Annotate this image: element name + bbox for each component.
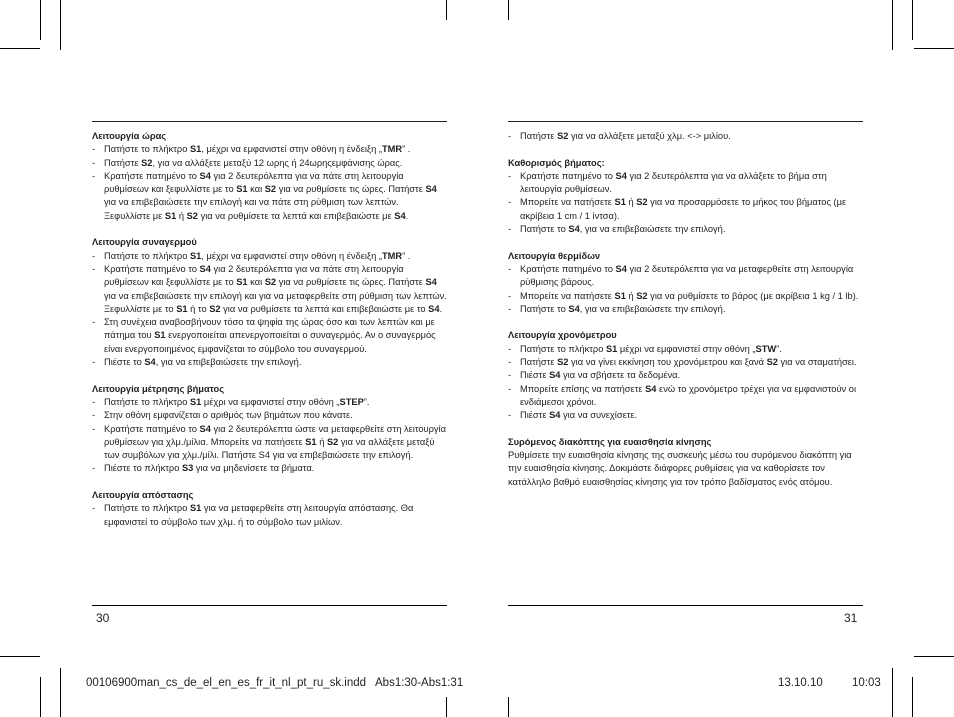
text-run: , για να αλλάξετε μεταξύ 12 ωρης ή 24ωρηςεμφάνισης ώρας. bbox=[152, 157, 403, 168]
key-label: S4 bbox=[568, 224, 580, 235]
bullet-dash: - bbox=[508, 170, 512, 181]
key-label: S3 bbox=[181, 463, 194, 474]
key-label: S2 bbox=[326, 436, 339, 447]
bullet-dash: - bbox=[508, 357, 512, 368]
text-run: Πατήστε bbox=[520, 131, 558, 141]
list-item bbox=[508, 196, 863, 223]
text-run: Πιέστε bbox=[520, 410, 550, 421]
text-run: Κρατήστε πατημένο το bbox=[104, 263, 200, 274]
text-run: ενώ το χρονόμετρο τρέχει για να εμφανιστούν οι ενδιάμεσοι χρόνοι. bbox=[520, 383, 857, 407]
list-item bbox=[508, 369, 863, 382]
crop-mark bbox=[60, 0, 61, 50]
crop-mark bbox=[446, 697, 447, 717]
text-run: για να αλλάξετε μεταξύ χλμ. <-> μιλίου. bbox=[568, 131, 731, 141]
list-item bbox=[508, 303, 863, 316]
left-page-content bbox=[92, 122, 447, 529]
list-item bbox=[92, 250, 447, 263]
list-item bbox=[92, 157, 447, 170]
list-item bbox=[92, 423, 447, 463]
bullet-dash: - bbox=[92, 144, 96, 155]
key-label: S1 bbox=[189, 396, 202, 407]
list-item bbox=[508, 409, 863, 422]
text-run: Πατήστε το πλήκτρο bbox=[104, 503, 190, 514]
text-run: για να ρυθμίσετε το βάρος (με ακρίβεια 1 kg / 1 lb). bbox=[647, 290, 859, 301]
bullet-dash: - bbox=[508, 224, 512, 235]
section-title: Λειτουργία θερμίδων bbox=[508, 250, 601, 261]
crop-mark bbox=[0, 48, 40, 49]
text-run: Πατήστε bbox=[520, 357, 558, 368]
text-run: Πατήστε το bbox=[520, 303, 569, 314]
list-item bbox=[508, 290, 863, 303]
text-run: Πιέστε το bbox=[104, 357, 145, 368]
bullet-dash: - bbox=[92, 396, 96, 407]
key-label: S4 bbox=[549, 370, 561, 381]
list-item bbox=[92, 396, 447, 409]
key-label: S2 bbox=[264, 184, 277, 195]
text-run: μέχρι να εμφανιστεί στην οθόνη „ bbox=[201, 396, 340, 407]
text-run: για να αλλάξετε μεταξύ των συμβόλων για χλμ./μίλι. Πατήστε S4 για να επιβεβαιώσετε την επιλογή. bbox=[104, 436, 435, 461]
text-run: για να ρυθμίσετε τις ώρες. Πατήστε bbox=[276, 277, 426, 288]
text-run: και bbox=[247, 277, 265, 288]
text-run: , για να επιβεβαιώσετε την επιλογή. bbox=[579, 224, 726, 235]
key-label: S1 bbox=[164, 210, 177, 221]
key-label: TMR bbox=[381, 144, 403, 155]
crop-mark bbox=[508, 697, 509, 717]
text-run: Μπορείτε επίσης να πατήσετε bbox=[520, 383, 646, 394]
text-run: Στην οθόνη εμφανίζεται ο αριθμός των βημάτων που κάνατε. bbox=[104, 410, 353, 421]
text-run: για να συνεχίσετε. bbox=[560, 410, 638, 421]
text-run: . bbox=[405, 210, 409, 221]
key-label: S4 bbox=[425, 277, 437, 288]
key-label: TMR bbox=[381, 250, 403, 261]
text-run: ενεργοποιείται απενεργοποιείται ο συναγερμός. Αν ο συναγερμός είναι ενεργοποιημένος εμφανίζεται το σύμβολο του συναγερμού. bbox=[104, 330, 436, 354]
text-run: Μπορείτε να πατήσετε bbox=[520, 290, 615, 301]
section-title: Λειτουργία συναγερμού bbox=[92, 237, 197, 248]
list-item bbox=[92, 316, 447, 356]
key-label: S1 bbox=[236, 184, 248, 195]
key-label: S1 bbox=[614, 290, 626, 301]
list-item bbox=[508, 223, 863, 236]
bullet-dash: - bbox=[508, 410, 512, 421]
bullet-dash: - bbox=[92, 410, 96, 421]
bottom-rule bbox=[508, 605, 863, 606]
key-label: S2 bbox=[141, 157, 153, 168]
text-run: για να σταματήσει. bbox=[777, 357, 857, 368]
text-run: Πατήστε το πλήκτρο bbox=[104, 250, 190, 261]
section-title: Λειτουργία μέτρησης βήματος bbox=[92, 383, 225, 394]
text-run: ή το bbox=[187, 303, 210, 314]
crop-mark bbox=[0, 656, 40, 657]
footer-file-info: 00106900man_cs_de_el_en_es_fr_it_nl_pt_ru_sk.indd Abs1:30-Abs1:31 bbox=[86, 677, 464, 689]
bullet-dash: - bbox=[92, 463, 96, 474]
text-run: ή bbox=[316, 436, 327, 447]
key-label: STEP bbox=[339, 396, 364, 407]
key-label: S4 bbox=[615, 263, 627, 274]
key-label: S2 bbox=[636, 197, 648, 208]
text-run: ” . bbox=[402, 250, 411, 261]
key-label: S2 bbox=[264, 277, 277, 288]
text-run: για να γίνει εκκίνηση του χρονόμετρου και ξανά bbox=[568, 357, 767, 368]
footer-time: 10:03 bbox=[852, 677, 881, 689]
key-label: S1 bbox=[305, 436, 317, 447]
text-run: Πατήστε bbox=[104, 157, 142, 168]
key-label: S4 bbox=[199, 423, 211, 434]
text-run: για να μεταφερθείτε στη λειτουργία απόστασης. Θα εμφανιστεί το σύμβολο των χλμ. ή το σύμβολο των μιλίων. bbox=[104, 503, 414, 527]
text-run: Πιέστε bbox=[520, 370, 550, 381]
text-run: Πατήστε το πλήκτρο bbox=[104, 144, 190, 155]
text-run: για να ρυθμίσετε τα λεπτά και επιβεβαιώστε με το bbox=[220, 303, 429, 314]
key-label: S2 bbox=[766, 357, 778, 368]
text-run: , για να επιβεβαιώσετε την επιλογή. bbox=[155, 357, 302, 368]
text-run: για να μηδενίσετε τα βήματα. bbox=[193, 463, 315, 474]
bottom-rule bbox=[92, 605, 447, 606]
key-label: S2 bbox=[636, 290, 648, 301]
list-item bbox=[508, 263, 863, 290]
section-title: Συρόμενος διακόπτης για ευαισθησία κίνησης bbox=[508, 436, 712, 447]
crop-mark bbox=[914, 656, 954, 657]
list-item bbox=[92, 409, 447, 422]
key-label: S4 bbox=[199, 170, 211, 181]
crop-mark bbox=[508, 0, 509, 20]
page-number-left: 30 bbox=[96, 611, 110, 625]
text-run: ή bbox=[176, 210, 187, 221]
list-item bbox=[508, 130, 863, 143]
bullet-dash: - bbox=[508, 197, 512, 208]
footer-date: 13.10.10 bbox=[778, 677, 823, 689]
text-run: Κρατήστε πατημένο το bbox=[104, 423, 200, 434]
list-item bbox=[92, 143, 447, 156]
key-label: S4 bbox=[615, 170, 627, 181]
text-run: , για να επιβεβαιώσετε την επιλογή. bbox=[579, 303, 726, 314]
text-run: για να ρυθμίσετε τα λεπτά και επιβεβαιώστε με bbox=[197, 210, 395, 221]
bullet-dash: - bbox=[92, 170, 96, 181]
text-run: Στη συνέχεια αναβοσβήνουν τόσο τα ψηφία της ώρας όσο και των λεπτών και με πάτημα του bbox=[104, 317, 435, 341]
text-run: , μέχρι να εμφανιστεί στην οθόνη η ένδειξη „ bbox=[201, 144, 382, 155]
text-run: για 2 δευτερόλεπτα για να μεταφερθείτε στη λειτουργία ρύθμισης βάρους. bbox=[520, 263, 854, 288]
text-run: μέχρι να εμφανιστεί στην οθόνη „ bbox=[617, 343, 756, 354]
key-label: S4 bbox=[425, 184, 437, 195]
text-run: . bbox=[439, 303, 443, 314]
list-item bbox=[92, 502, 447, 529]
text-run: για να προσαρμόσετε το μήκος του βήματος (με ακρίβεια 1 cm / 1 ίντσα). bbox=[520, 197, 847, 221]
text-run: Μπορείτε να πατήσετε bbox=[520, 197, 615, 208]
crop-mark bbox=[914, 48, 954, 49]
bullet-dash: - bbox=[508, 290, 512, 301]
crop-mark bbox=[446, 0, 447, 20]
key-label: S4 bbox=[428, 303, 440, 314]
section-title: Λειτουργία απόστασης bbox=[92, 490, 194, 501]
list-item bbox=[92, 462, 447, 475]
list-item bbox=[92, 170, 447, 223]
text-run: για 2 δευτερόλεπτα για να πάτε στη λειτουργία ρυθμίσεων και ξεφυλλίστε με το bbox=[104, 170, 404, 195]
bullet-dash: - bbox=[92, 423, 96, 434]
bullet-dash: - bbox=[92, 157, 96, 168]
page-number-right: 31 bbox=[844, 611, 858, 625]
section-title: Λειτουργία ώρας bbox=[92, 131, 167, 141]
text-run: για να επιβεβαιώσετε την επιλογή και για να μεταφερθείτε στη ρύθμιση των λεπτών. Ξεφυλλίστε με το bbox=[104, 290, 447, 314]
text-run: για 2 δευτερόλεπτα για να αλλάξετε το βήμα στη λειτουργία ρυθμίσεων. bbox=[520, 170, 827, 195]
key-label: STW bbox=[755, 343, 777, 354]
text-run: και bbox=[247, 184, 265, 195]
bullet-dash: - bbox=[508, 370, 512, 381]
right-page-content bbox=[508, 122, 863, 489]
bullet-dash: - bbox=[92, 357, 96, 368]
key-label: S1 bbox=[189, 503, 202, 514]
key-label: S1 bbox=[236, 277, 248, 288]
key-label: S1 bbox=[189, 144, 202, 155]
key-label: S4 bbox=[394, 210, 406, 221]
list-item bbox=[508, 170, 863, 197]
bullet-dash: - bbox=[508, 263, 512, 274]
key-label: S2 bbox=[186, 210, 198, 221]
list-item bbox=[92, 356, 447, 369]
crop-mark bbox=[40, 0, 41, 40]
key-label: S1 bbox=[614, 197, 626, 208]
text-run: Κρατήστε πατημένο το bbox=[520, 263, 616, 274]
section-paragraph: Ρυθμίσετε την ευαισθησία κίνησης της συσκευής μέσω του συρόμενου διακόπτη για την ευαισθησία κίνησης. Δοκιμάστε διάφορες ρυθμίσεις για να καθορίσετε τον κατάλληλο βαθμό ευαισθησίας κίνησης για τον τρόπο βαδίσματος ενός ατόμου. bbox=[508, 450, 852, 487]
text-run: για να σβήσετε τα δεδομένα. bbox=[560, 370, 681, 381]
crop-mark bbox=[60, 668, 61, 717]
bullet-dash: - bbox=[92, 263, 96, 274]
crop-mark bbox=[892, 668, 893, 717]
bullet-dash: - bbox=[508, 303, 512, 314]
key-label: S4 bbox=[199, 263, 211, 274]
crop-mark bbox=[40, 677, 41, 717]
bullet-dash: - bbox=[92, 317, 96, 328]
bullet-dash: - bbox=[92, 503, 96, 514]
key-label: S1 bbox=[189, 250, 202, 261]
key-label: S2 bbox=[557, 357, 569, 368]
key-label: S4 bbox=[144, 357, 156, 368]
list-item bbox=[508, 356, 863, 369]
list-item bbox=[508, 383, 863, 410]
text-run: Πατήστε το πλήκτρο bbox=[520, 343, 606, 354]
left-page bbox=[92, 121, 447, 529]
text-run: Πιέστε το πλήκτρο bbox=[104, 463, 182, 474]
section-title: Καθορισμός βήματος: bbox=[508, 157, 605, 168]
bullet-dash: - bbox=[508, 383, 512, 394]
bullet-dash: - bbox=[508, 131, 512, 141]
text-run: Πατήστε το bbox=[520, 224, 569, 235]
text-run: ή bbox=[625, 197, 637, 208]
text-run: για 2 δευτερόλεπτα ώστε να μεταφερθείτε στη λειτουργία ρυθμίσεων για χλμ./μίλια. Μπορείτε να πατήσετε bbox=[104, 423, 446, 447]
text-run: Κρατήστε πατημένο το bbox=[520, 170, 616, 181]
text-run: ή bbox=[625, 290, 637, 301]
key-label: S2 bbox=[557, 131, 569, 141]
key-label: S1 bbox=[605, 343, 618, 354]
section-title: Λειτουργία χρονόμετρου bbox=[508, 330, 617, 341]
text-run: για να ρυθμίσετε τις ώρες. Πατήστε bbox=[276, 184, 426, 195]
key-label: S4 bbox=[568, 303, 580, 314]
list-item bbox=[508, 343, 863, 356]
text-run: , μέχρι να εμφανιστεί στην οθόνη η ένδειξη „ bbox=[201, 250, 382, 261]
text-run: Κρατήστε πατημένο το bbox=[104, 170, 200, 181]
bullet-dash: - bbox=[92, 250, 96, 261]
bullet-dash: - bbox=[508, 343, 512, 354]
key-label: S4 bbox=[645, 383, 657, 394]
right-page bbox=[508, 121, 863, 489]
list-item bbox=[92, 263, 447, 316]
text-run: για 2 δευτερόλεπτα για να πάτε στη λειτουργία ρυθμίσεων και ξεφυλλίστε με το bbox=[104, 263, 404, 288]
key-label: S2 bbox=[209, 303, 221, 314]
text-run: Πατήστε το πλήκτρο bbox=[104, 396, 190, 407]
text-run: για να επιβεβαιώσετε την επιλογή και να πάτε στη ρύθμιση των λεπτών. Ξεφυλλίστε με bbox=[104, 197, 399, 221]
key-label: S1 bbox=[154, 330, 166, 341]
crop-mark bbox=[912, 0, 913, 40]
key-label: S1 bbox=[176, 303, 188, 314]
text-run: ” . bbox=[402, 144, 411, 155]
key-label: S4 bbox=[549, 410, 561, 421]
crop-mark bbox=[912, 677, 913, 717]
text-run: ”. bbox=[363, 396, 370, 407]
text-run: ”. bbox=[776, 343, 782, 354]
crop-mark bbox=[892, 0, 893, 50]
